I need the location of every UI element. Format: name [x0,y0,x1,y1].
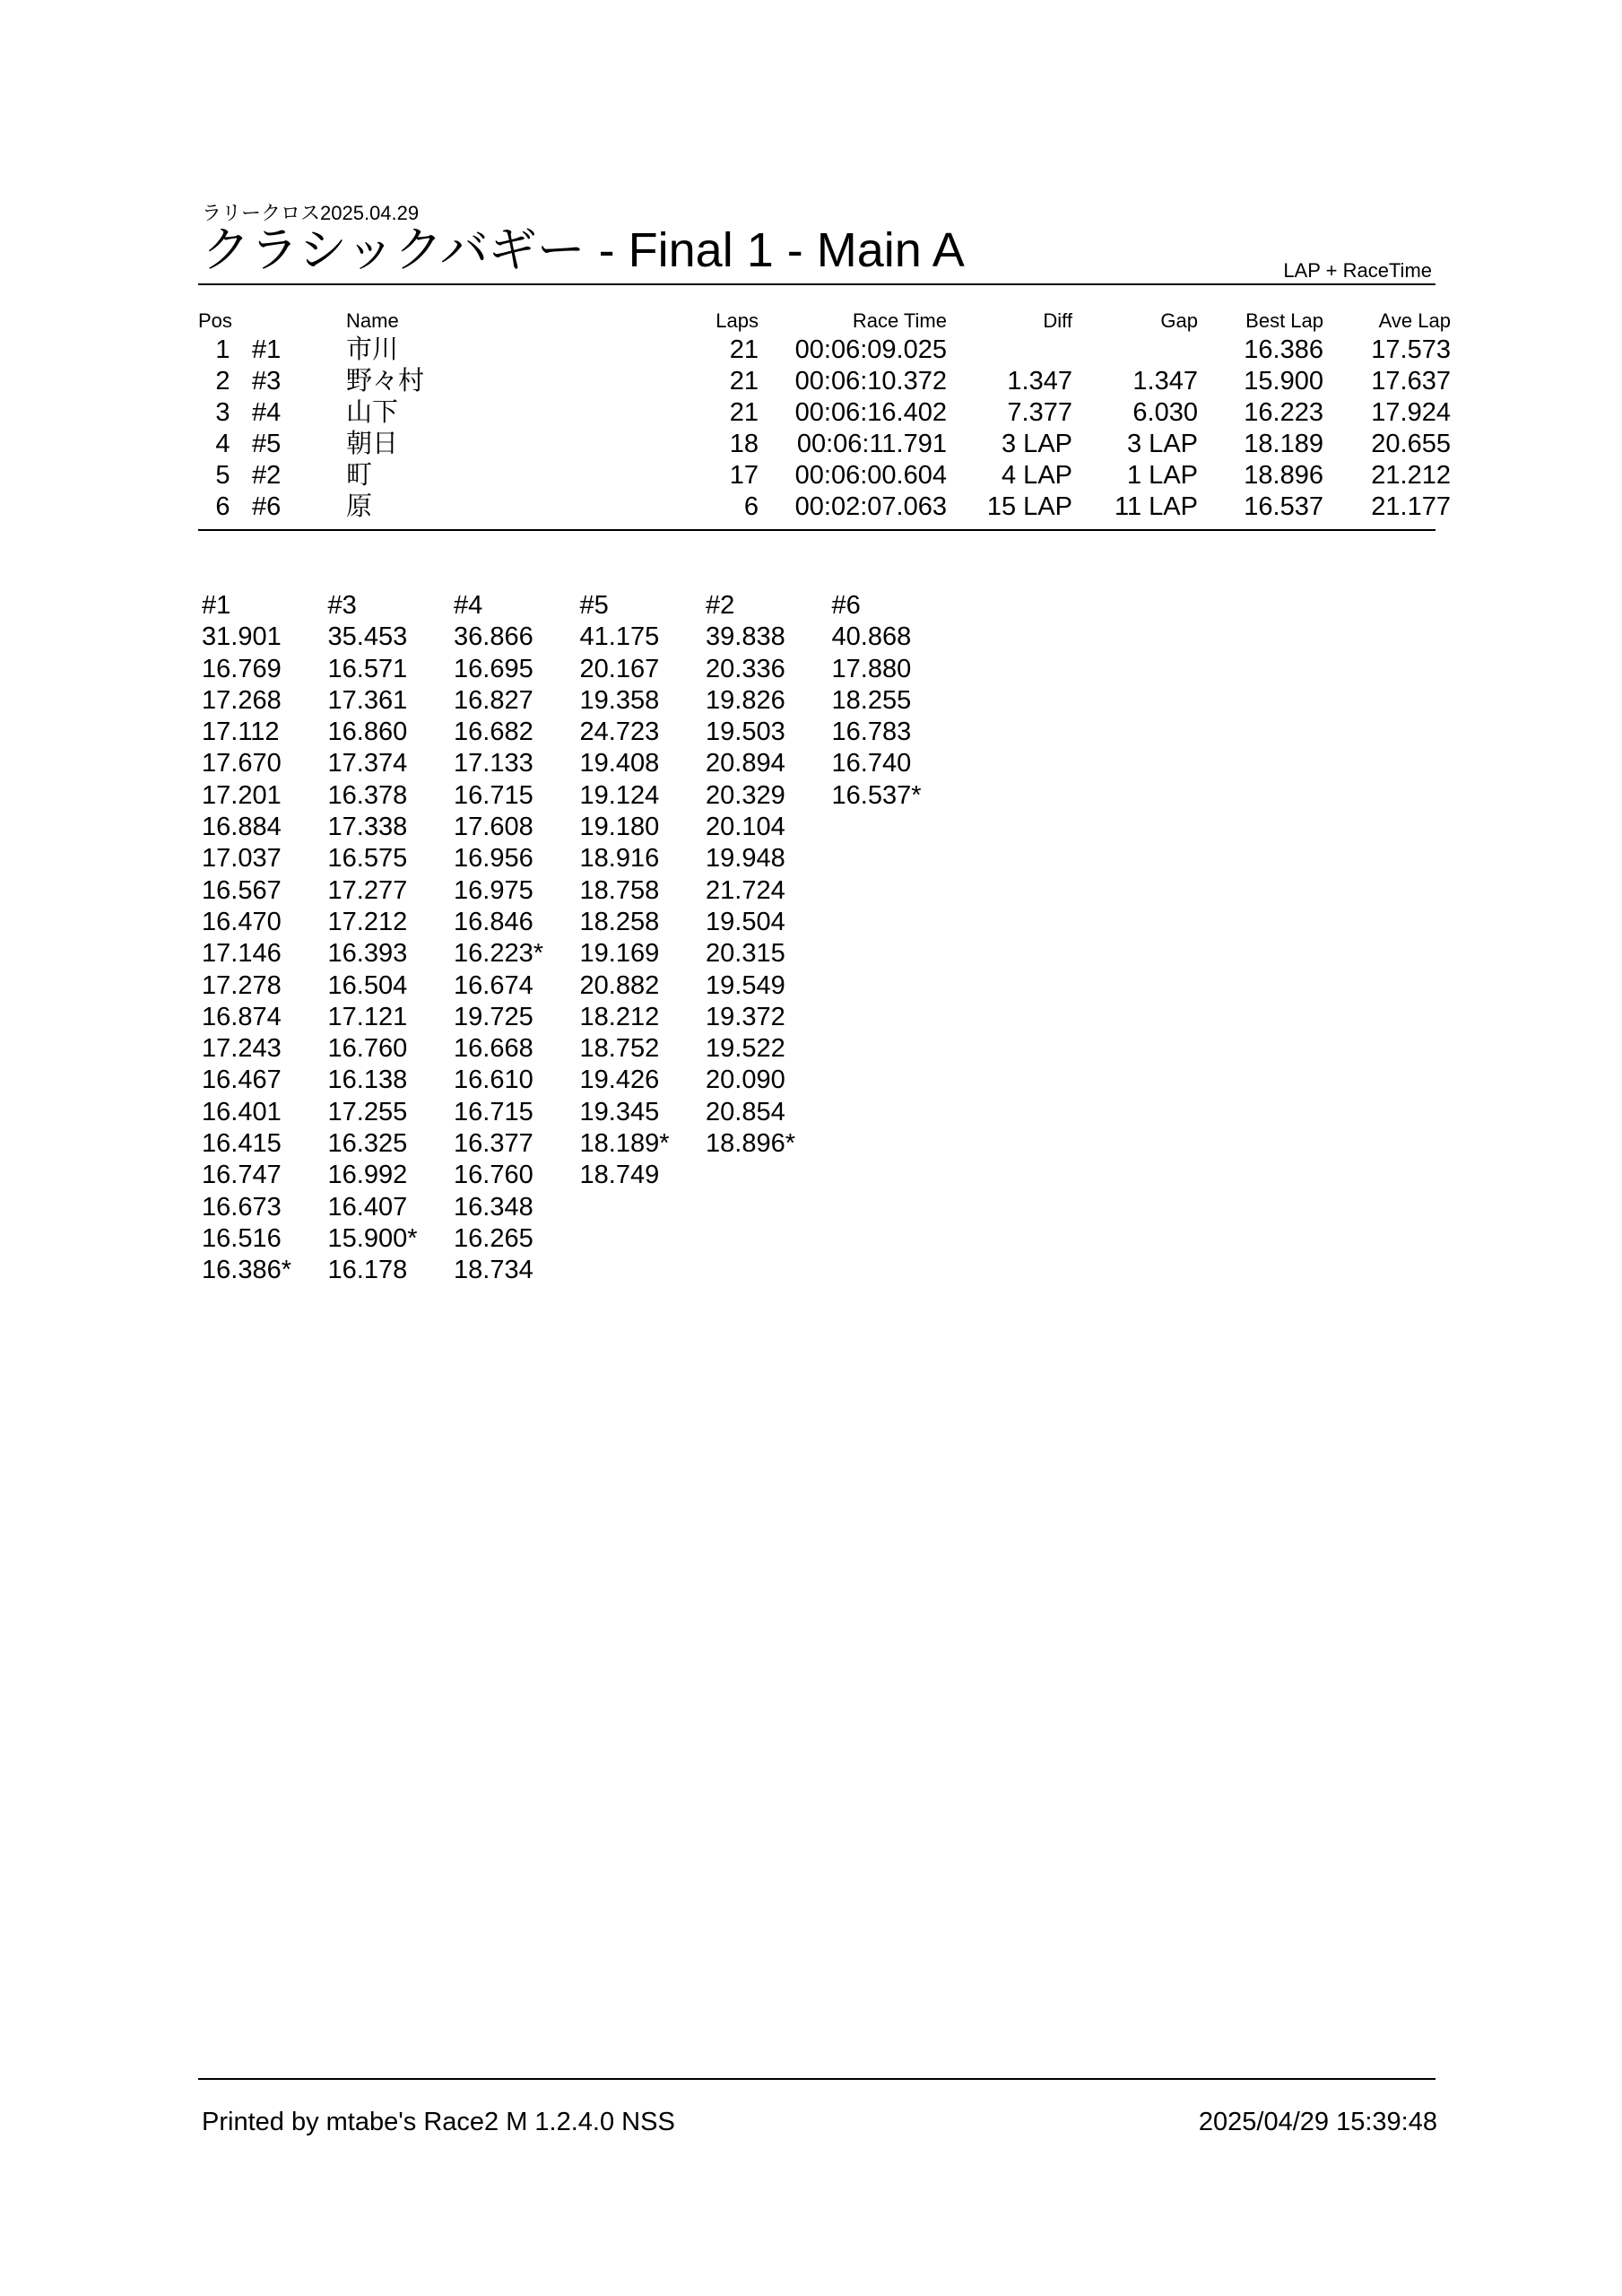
lap-time: 16.348 [454,1192,533,1222]
result-race-time: 00:06:09.025 [794,335,947,364]
result-driver-name: 原 [346,492,373,521]
lap-time: 16.378 [327,780,408,810]
result-laps: 18 [729,430,759,458]
lap-time: 16.975 [454,875,533,905]
lap-time: 20.854 [706,1097,785,1126]
lap-time: 18.749 [579,1161,660,1190]
result-diff: 7.377 [1007,398,1072,427]
result-gap: 1.347 [1132,367,1198,396]
lap-time: 20.104 [706,813,785,842]
result-gap: 1 LAP [1127,461,1198,490]
lap-time: 17.608 [454,813,533,842]
lap-column-header: #4 [454,591,483,620]
result-car-number: #1 [252,335,282,364]
result-laps: 21 [729,367,759,396]
lap-time: 16.470 [202,907,282,936]
lap-column [454,590,580,1287]
lap-time: 20.315 [706,939,785,969]
lap-time: 16.783 [831,718,912,747]
result-best-lap: 16.537 [1244,492,1323,521]
result-laps: 17 [729,461,759,490]
lap-time: 20.090 [706,1065,785,1095]
result-driver-name: 町 [346,461,373,490]
result-car-number: #6 [252,492,282,521]
result-driver-name: 市川 [346,335,399,364]
col-ave-lap: Ave Lap [1378,309,1451,332]
result-ave-lap: 21.177 [1371,492,1451,521]
lap-time: 17.361 [327,685,408,715]
result-best-lap: 18.896 [1244,461,1323,490]
lap-time: 17.255 [327,1097,408,1126]
lap-column [580,590,707,1287]
result-row [198,366,1456,397]
result-driver-name: 野々村 [346,367,425,396]
printed-by-label: Printed by mtabe's Race2 M 1.2.4.0 NSS [202,2108,675,2136]
lap-time: 16.377 [454,1129,533,1159]
col-number [247,308,319,335]
lap-time: 18.189* [579,1129,670,1159]
result-race-time: 00:06:11.791 [796,430,947,458]
lap-time: 19.504 [706,907,785,936]
result-diff: 4 LAP [1002,461,1072,490]
lap-time: 16.747 [202,1161,282,1190]
lap-time: 19.725 [454,1002,533,1031]
result-row [198,491,1456,523]
lap-time: 18.212 [579,1002,660,1031]
lap-time: 17.201 [202,780,282,810]
result-diff: 15 LAP [986,492,1072,521]
lap-time: 17.880 [831,654,912,683]
result-gap: 11 LAP [1115,492,1198,521]
lap-time: 16.715 [454,1097,533,1126]
lap-time: 19.522 [706,1034,785,1064]
lap-time: 20.167 [579,654,660,683]
lap-time: 16.401 [202,1097,282,1126]
result-best-lap: 16.223 [1244,398,1323,427]
lap-time: 16.760 [454,1161,533,1190]
lap-column-header: #1 [202,591,231,620]
result-pos: 5 [215,461,230,490]
lap-time: 17.278 [202,970,282,1000]
results-divider [198,529,1436,531]
lap-time: 31.901 [202,622,282,652]
lap-time: 16.956 [454,844,533,874]
lap-time: 16.695 [454,654,533,683]
result-diff: 3 LAP [1002,430,1072,458]
lap-time: 19.948 [706,844,785,874]
col-gap: Gap [1160,309,1198,332]
lap-time: 20.329 [706,780,785,810]
lap-time: 19.408 [579,749,660,778]
lap-time: 16.504 [327,970,408,1000]
lap-time: 16.407 [327,1192,408,1222]
scoring-mode-label: LAP + RaceTime [1283,259,1432,282]
result-laps: 6 [743,492,759,521]
lap-time: 18.896* [706,1129,795,1159]
lap-time: 18.916 [579,844,660,874]
lap-time: 19.124 [579,780,660,810]
col-race-time: Race Time [852,309,947,332]
lap-column [832,590,958,1287]
result-pos: 4 [215,430,230,458]
lap-time: 16.992 [327,1161,408,1190]
lap-time: 17.146 [202,939,282,969]
lap-time: 20.336 [706,654,785,683]
lap-time: 16.386* [202,1256,291,1285]
result-row [198,460,1456,491]
lap-time: 16.467 [202,1065,282,1095]
lap-times-grid [202,590,958,1287]
lap-column-header: #5 [579,591,609,620]
lap-time: 20.894 [706,749,785,778]
lap-time: 18.758 [579,875,660,905]
lap-time: 19.503 [706,718,785,747]
result-race-time: 00:06:16.402 [794,398,947,427]
lap-time: 16.610 [454,1065,533,1095]
lap-time: 16.884 [202,813,282,842]
lap-time: 17.037 [202,844,282,874]
lap-time: 18.752 [579,1034,660,1064]
event-date-label: ラリークロス2025.04.29 [202,202,420,224]
result-ave-lap: 20.655 [1371,430,1451,458]
lap-time: 35.453 [327,622,408,652]
result-pos: 6 [215,492,230,521]
lap-time: 18.255 [831,685,912,715]
lap-time: 19.345 [579,1097,660,1126]
result-row [198,397,1456,429]
col-pos: Pos [198,309,232,332]
result-driver-name: 朝日 [346,430,399,458]
lap-time: 19.180 [579,813,660,842]
result-laps: 21 [729,335,759,364]
header-divider [198,283,1436,285]
result-car-number: #3 [252,367,282,396]
lap-time: 16.415 [202,1129,282,1159]
result-driver-name: 山下 [346,398,399,427]
lap-time: 16.846 [454,907,533,936]
lap-time: 17.212 [327,907,408,936]
result-race-time: 00:06:00.604 [794,461,947,490]
result-pos: 3 [215,398,230,427]
lap-time: 17.268 [202,685,282,715]
lap-time: 19.169 [579,939,660,969]
footer-divider [198,2078,1436,2080]
result-ave-lap: 17.637 [1371,367,1451,396]
lap-time: 19.826 [706,685,785,715]
lap-time: 16.715 [454,780,533,810]
lap-column [328,590,455,1287]
lap-time: 21.724 [706,875,785,905]
lap-time: 16.223* [454,939,543,969]
lap-time: 17.374 [327,749,408,778]
lap-time: 24.723 [579,718,660,747]
col-diff: Diff [1043,309,1072,332]
lap-time: 19.358 [579,685,660,715]
printed-at-timestamp: 2025/04/29 15:39:48 [1198,2108,1437,2136]
lap-time: 16.874 [202,1002,282,1031]
lap-time: 16.760 [327,1034,408,1064]
result-gap [1072,335,1198,366]
result-gap: 3 LAP [1127,430,1198,458]
lap-time: 19.372 [706,1002,785,1031]
results-table [198,308,1456,523]
result-pos: 1 [215,335,230,364]
lap-time: 17.121 [327,1002,408,1031]
lap-time: 17.112 [202,718,280,747]
result-ave-lap: 17.924 [1371,398,1451,427]
lap-time: 17.277 [327,875,408,905]
lap-time: 16.860 [327,718,408,747]
col-best-lap: Best Lap [1245,309,1323,332]
lap-time: 16.393 [327,939,408,969]
col-laps: Laps [716,309,759,332]
result-car-number: #4 [252,398,282,427]
lap-time: 18.258 [579,907,660,936]
result-best-lap: 18.189 [1244,430,1323,458]
result-row [198,335,1456,366]
lap-time: 16.571 [327,654,408,683]
lap-time: 41.175 [579,622,660,652]
lap-column-header: #3 [327,591,357,620]
result-laps: 21 [729,398,759,427]
result-row [198,429,1456,460]
lap-column [706,590,832,1287]
lap-time: 17.133 [454,749,533,778]
lap-time: 16.265 [454,1223,533,1253]
result-ave-lap: 21.212 [1371,461,1451,490]
col-name: Name [346,309,399,332]
lap-time: 16.537* [831,780,922,810]
lap-column [202,590,328,1287]
lap-time: 16.740 [831,749,912,778]
lap-time: 16.138 [327,1065,408,1095]
lap-time: 16.668 [454,1034,533,1064]
lap-time: 19.426 [579,1065,660,1095]
result-best-lap: 16.386 [1244,335,1323,364]
lap-time: 17.338 [327,813,408,842]
result-pos: 2 [215,367,230,396]
lap-time: 16.673 [202,1192,282,1222]
result-car-number: #5 [252,430,282,458]
lap-time: 40.868 [831,622,912,652]
race-title: クラシックバギー - Final 1 - Main A [202,223,965,277]
lap-time: 16.682 [454,718,533,747]
lap-time: 39.838 [706,622,785,652]
lap-time: 19.549 [706,970,785,1000]
lap-time: 16.575 [327,844,408,874]
lap-time: 16.325 [327,1129,408,1159]
result-best-lap: 15.900 [1244,367,1323,396]
lap-time: 17.243 [202,1034,282,1064]
result-ave-lap: 17.573 [1371,335,1451,364]
lap-time: 16.674 [454,970,533,1000]
result-race-time: 00:06:10.372 [794,367,947,396]
lap-time: 17.670 [202,749,282,778]
lap-time: 18.734 [454,1256,533,1285]
result-diff [947,335,1072,366]
lap-column-header: #6 [831,591,861,620]
lap-time: 20.882 [579,970,660,1000]
result-car-number: #2 [252,461,282,490]
lap-time: 15.900* [327,1223,418,1253]
result-diff: 1.347 [1007,367,1072,396]
results-header-row [198,308,1456,335]
lap-time: 16.178 [327,1256,408,1285]
lap-time: 16.769 [202,654,282,683]
result-race-time: 00:02:07.063 [794,492,947,521]
lap-time: 16.516 [202,1223,282,1253]
lap-time: 36.866 [454,622,533,652]
result-gap: 6.030 [1132,398,1198,427]
lap-time: 16.827 [454,685,533,715]
lap-time: 16.567 [202,875,282,905]
lap-column-header: #2 [706,591,735,620]
